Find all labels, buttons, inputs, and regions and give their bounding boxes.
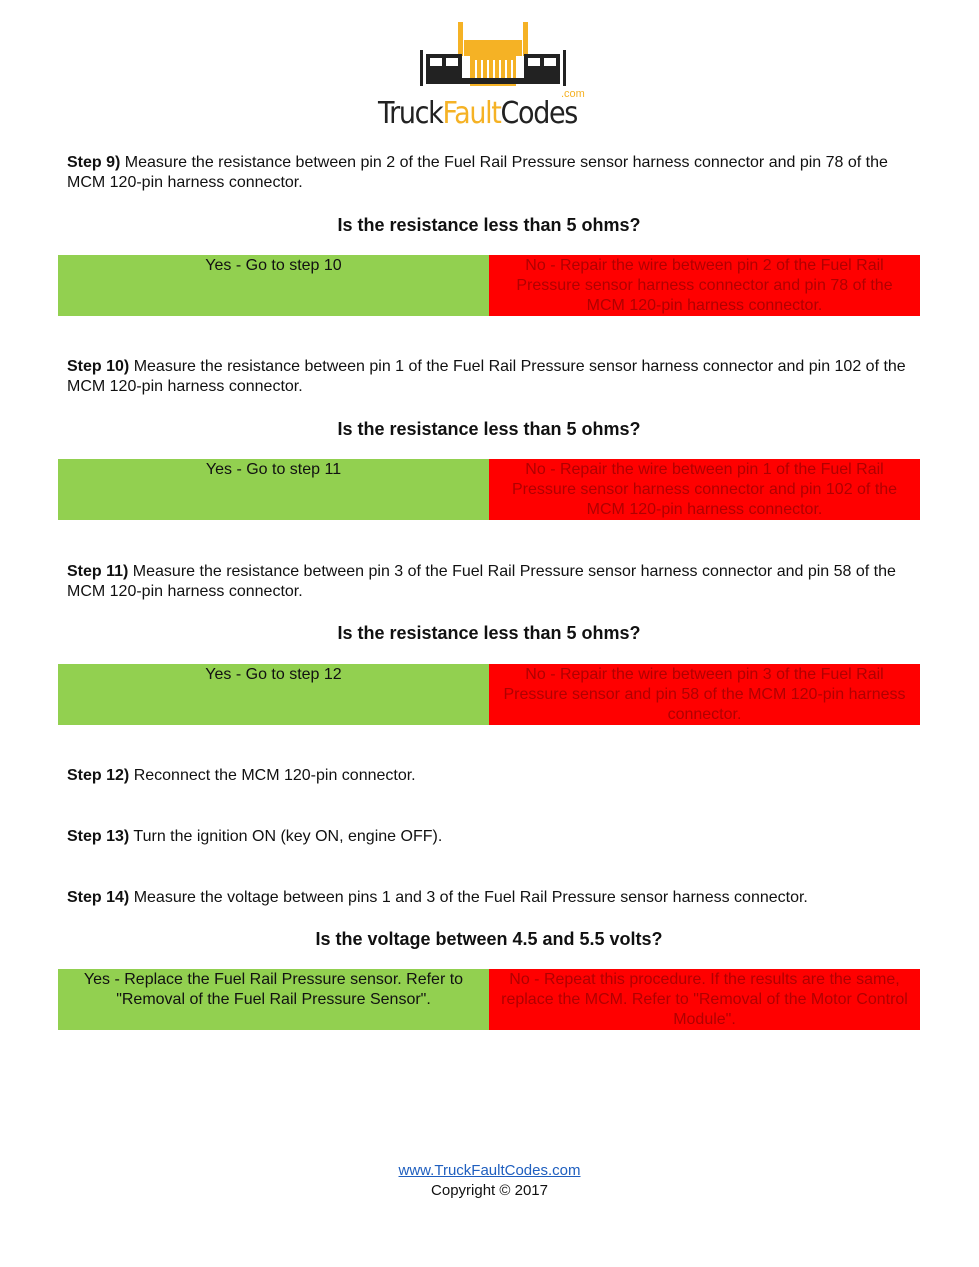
step-body: Measure the resistance between pin 3 of the Fuel Rail Pressure sensor harness connector and pin 58 of the MCM 120-pin harness connector.: [67, 563, 896, 600]
question-heading: Is the resistance less than 5 ohms?: [337, 419, 641, 439]
step-body: Measure the voltage between pins 1 and 3 of the Fuel Rail Pressure sensor harness connector.: [129, 889, 808, 906]
no-answer-cell: No - Repair the wire between pin 3 of the Fuel Rail Pressure sensor and pin 58 of the MCM 120-pin harness connector.: [489, 664, 920, 725]
step-14-text: [67, 888, 917, 908]
step-10-text: [67, 357, 917, 397]
logo-word-truck: Truck: [378, 96, 443, 131]
step-11-text: [67, 562, 917, 602]
no-answer-cell: No - Repair the wire between pin 2 of the Fuel Rail Pressure sensor harness connector and pin 78 of the MCM 120-pin harness connector.: [489, 255, 920, 316]
logo-com-suffix: .com: [561, 88, 585, 100]
answer-row: [58, 459, 920, 520]
truck-grille-icon: [418, 18, 568, 90]
yes-answer-cell: Yes - Go to step 12: [58, 664, 489, 725]
step-body: Turn the ignition ON (key ON, engine OFF).: [129, 828, 443, 845]
answer-row: [58, 255, 920, 316]
logo-word-codes: Codes: [500, 96, 577, 131]
step-label: Step 10): [67, 358, 130, 375]
step-13-text: [67, 827, 917, 847]
yes-answer-cell: Yes - Go to step 10: [58, 255, 489, 316]
answer-row: [58, 664, 920, 725]
footer: [0, 1161, 979, 1201]
copyright-text: Copyright © 2017: [431, 1182, 548, 1199]
step-9-text: [67, 153, 917, 193]
site-logo: [378, 18, 602, 130]
no-answer-cell: No - Repair the wire between pin 1 of the Fuel Rail Pressure sensor harness connector and pin 102 of the MCM 120-pin harness connector.: [489, 459, 920, 520]
step-label: Step 11): [67, 563, 129, 580]
step-body: Reconnect the MCM 120-pin connector.: [129, 767, 416, 784]
question-heading: Is the voltage between 4.5 and 5.5 volts?: [315, 929, 663, 949]
question-heading: Is the resistance less than 5 ohms?: [337, 623, 641, 643]
logo-word-fault: Fault: [442, 96, 501, 131]
website-link[interactable]: www.TruckFaultCodes.com: [398, 1162, 581, 1179]
step-body: Measure the resistance between pin 2 of the Fuel Rail Pressure sensor harness connector and pin 78 of the MCM 120-pin harness connector.: [67, 154, 888, 191]
step-label: Step 13): [67, 828, 130, 845]
step-label: Step 9): [67, 154, 121, 171]
no-answer-cell: No - Repeat this procedure. If the results are the same, replace the MCM. Refer to "Removal of the Motor Control Module".: [489, 969, 920, 1030]
step-12-text: [67, 766, 917, 786]
yes-answer-cell: Yes - Replace the Fuel Rail Pressure sensor. Refer to "Removal of the Fuel Rail Pressure Sensor".: [58, 969, 489, 1030]
step-label: Step 14): [67, 889, 130, 906]
step-body: Measure the resistance between pin 1 of the Fuel Rail Pressure sensor harness connector and pin 102 of the MCM 120-pin harness connector.: [67, 358, 906, 395]
logo-wordmark: [378, 94, 580, 134]
yes-answer-cell: Yes - Go to step 11: [58, 459, 489, 520]
step-label: Step 12): [67, 767, 130, 784]
answer-row: [58, 969, 920, 1030]
question-heading: Is the resistance less than 5 ohms?: [337, 215, 641, 235]
